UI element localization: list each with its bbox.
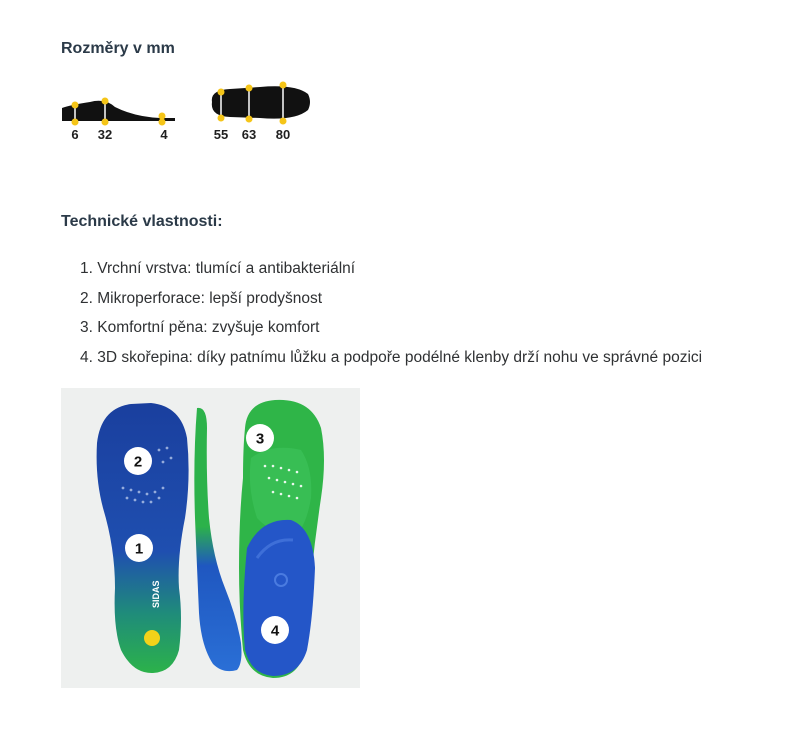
top-profile-shape bbox=[212, 86, 310, 118]
insole-photo bbox=[61, 388, 360, 688]
side-profile-value: 6 bbox=[71, 127, 79, 142]
side-profile-shape bbox=[62, 101, 175, 121]
callout-number: 1 bbox=[134, 540, 144, 558]
side-profile-value: 32 bbox=[97, 127, 113, 142]
features-heading: Technické vlastnosti: bbox=[61, 213, 223, 230]
insole-illustration bbox=[61, 388, 360, 688]
feature-item: 1. Vrchní vrstva: tlumící a antibakteriální bbox=[80, 260, 356, 277]
dimensions-heading: Rozměry v mm bbox=[61, 40, 175, 57]
top-profile-value: 55 bbox=[213, 127, 229, 142]
callout-number: 3 bbox=[255, 430, 265, 448]
feature-item: 4. 3D skořepina: díky patnímu lůžku a podpoře podélné klenby drží nohu ve správné pozici bbox=[80, 348, 703, 366]
top-profile-value: 63 bbox=[241, 127, 257, 142]
callout-number: 2 bbox=[133, 453, 143, 471]
brand-label: SIDAS bbox=[151, 580, 161, 608]
features-list bbox=[80, 258, 702, 376]
dimensions-diagram bbox=[60, 80, 330, 150]
feature-item: 3. Komfortní pěna: zvyšuje komfort bbox=[80, 319, 320, 336]
feature-item: 2. Mikroperforace: lepší prodyšnost bbox=[80, 289, 323, 307]
insole-side-view bbox=[194, 408, 241, 671]
callout-number: 4 bbox=[270, 622, 280, 640]
side-profile-value: 4 bbox=[160, 127, 168, 142]
top-profile-value: 80 bbox=[275, 127, 291, 142]
